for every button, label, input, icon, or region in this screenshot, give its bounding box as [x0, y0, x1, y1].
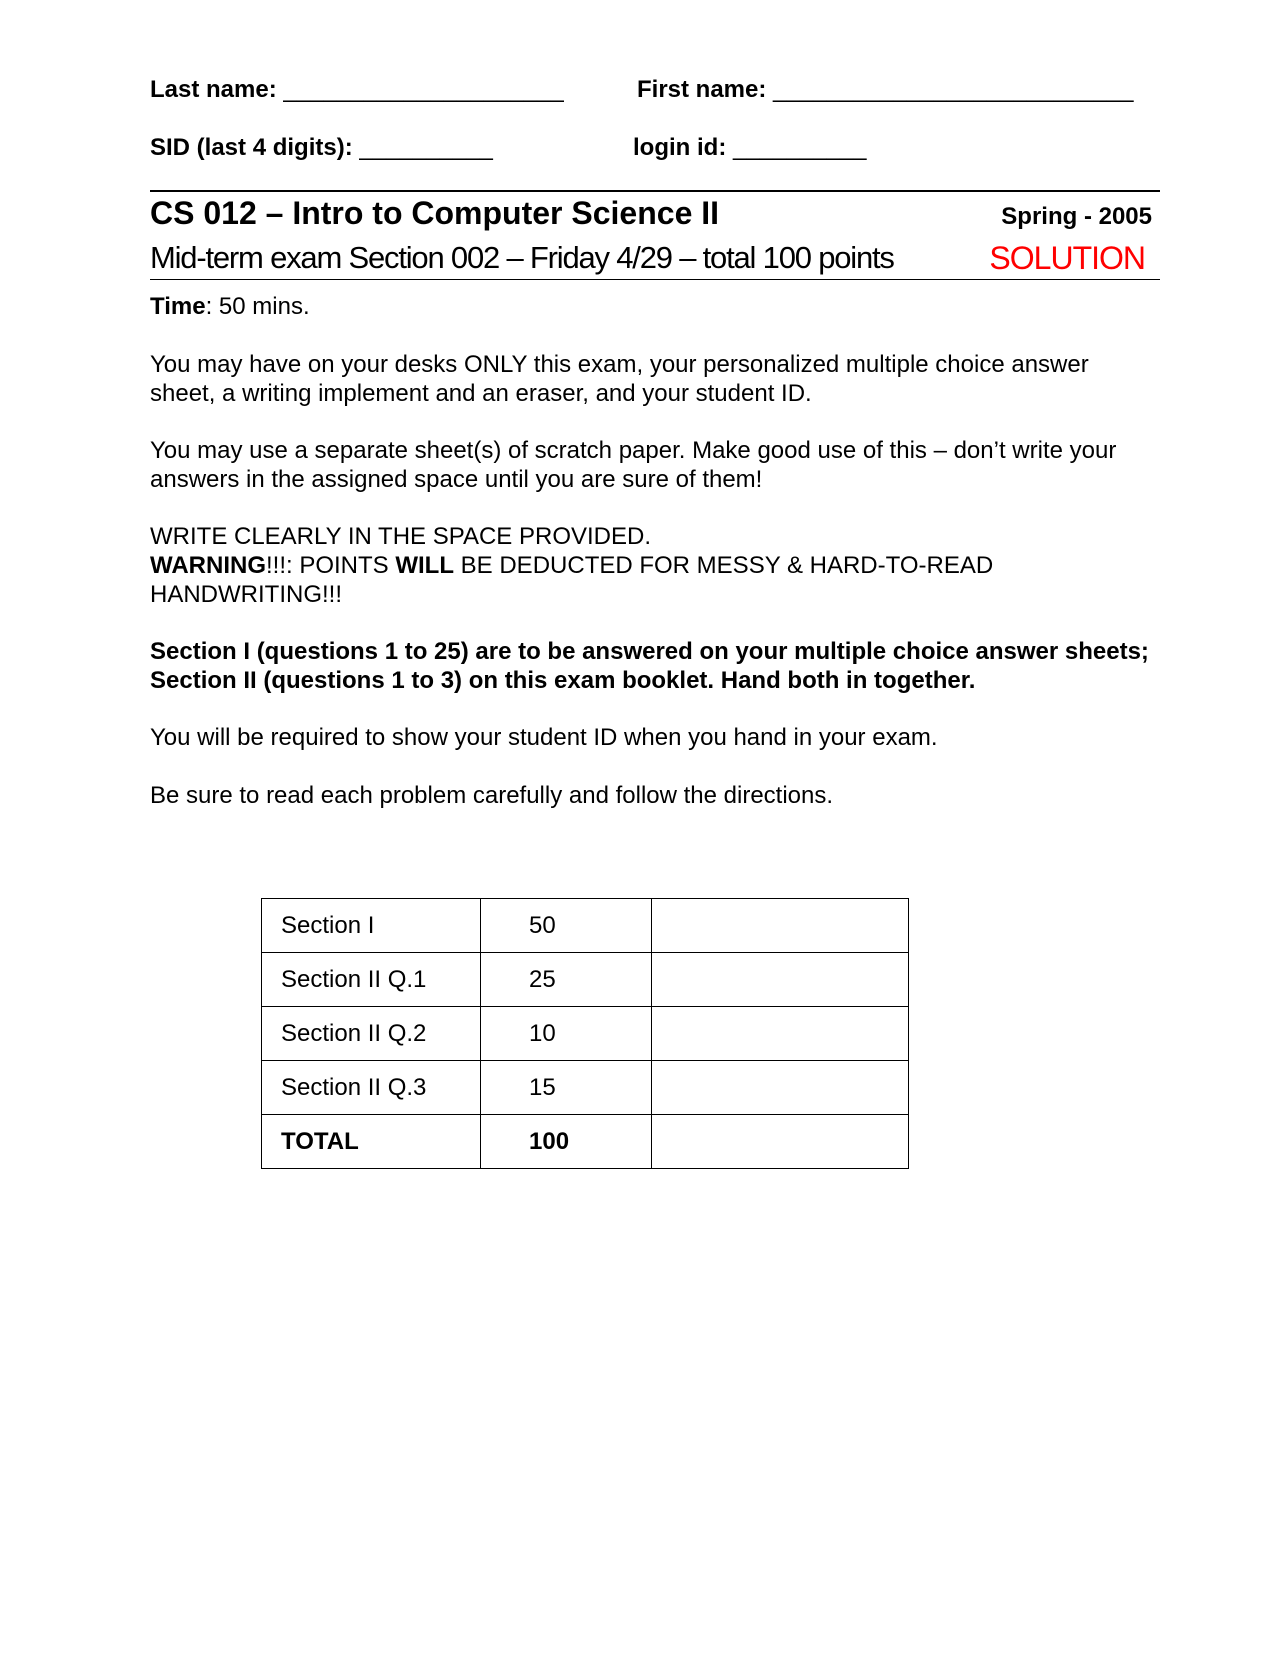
table-row: [262, 899, 909, 953]
warning-will: WILL: [395, 552, 454, 579]
warning-rest: BE DEDUCTED FOR MESSY & HARD-TO-READ HANDWRITING!!!: [150, 552, 994, 608]
read-note: Be sure to read each problem carefully and follow the directions.: [150, 782, 834, 809]
section-cell: Section I: [262, 899, 481, 953]
score-cell: [652, 1007, 909, 1061]
table-row: [262, 953, 909, 1007]
term-label: Spring - 2005: [1001, 203, 1152, 230]
desk-rule: You may have on your desks ONLY this exam, your personalized multiple choice answer sheet, a writing implement and an eraser, and your student ID.: [150, 351, 1089, 407]
sid-blank: __________: [359, 134, 493, 161]
course-title: CS 012 – Intro to Computer Science II: [150, 195, 720, 231]
section-cell: Section II Q.1: [262, 953, 481, 1007]
login-id-label: login id:: [633, 134, 727, 161]
score-table: [261, 898, 909, 1169]
student-id-note: You will be required to show your student ID when you hand in your exam.: [150, 724, 938, 751]
title-top-rule: [150, 190, 1160, 192]
scratch-rule: You may use a separate sheet(s) of scratch paper. Make good use of this – don’t write your answers in the assigned space until you are sure of them!: [150, 437, 1117, 493]
table-row: [262, 1007, 909, 1061]
first-name-blank: ___________________________: [773, 76, 1134, 103]
title-bottom-rule: [150, 279, 1160, 280]
score-cell: [652, 899, 909, 953]
first-name-field: [637, 76, 1133, 104]
total-label-cell: TOTAL: [262, 1115, 481, 1169]
total-score-cell: [652, 1115, 909, 1169]
write-clearly-note: WRITE CLEARLY IN THE SPACE PROVIDED.: [150, 523, 651, 550]
score-cell: [652, 1061, 909, 1115]
warning-label: WARNING: [150, 552, 266, 579]
score-cell: [652, 953, 909, 1007]
login-id-field: [633, 134, 866, 162]
solution-label: SOLUTION: [989, 240, 1145, 276]
points-cell: 15: [481, 1061, 652, 1115]
last-name-blank: _____________________: [283, 76, 564, 103]
last-name-field: [150, 76, 564, 104]
points-cell: 25: [481, 953, 652, 1007]
total-points-cell: 100: [481, 1115, 652, 1169]
exam-subtitle: Mid-term exam Section 002 – Friday 4/29 – total 100 points: [150, 240, 894, 275]
warning-note: [150, 551, 1160, 609]
sections-note: Section I (questions 1 to 25) are to be answered on your multiple choice answer sheets; Section II (questions 1 to 3) on this exam booklet. Hand both in together.: [150, 638, 1149, 694]
login-id-blank: __________: [732, 134, 867, 161]
warning-mid: !!!: POINTS: [266, 552, 396, 579]
time-value: : 50 mins.: [205, 293, 310, 320]
last-name-label: Last name:: [150, 76, 277, 103]
sid-field: [150, 134, 493, 162]
sid-label: SID (last 4 digits):: [150, 134, 353, 161]
time-line: [150, 292, 1160, 321]
points-cell: 50: [481, 899, 652, 953]
time-label: Time: [150, 293, 206, 320]
points-cell: 10: [481, 1007, 652, 1061]
table-total-row: [262, 1115, 909, 1169]
table-row: [262, 1061, 909, 1115]
section-cell: Section II Q.2: [262, 1007, 481, 1061]
first-name-label: First name:: [637, 76, 767, 103]
section-cell: Section II Q.3: [262, 1061, 481, 1115]
